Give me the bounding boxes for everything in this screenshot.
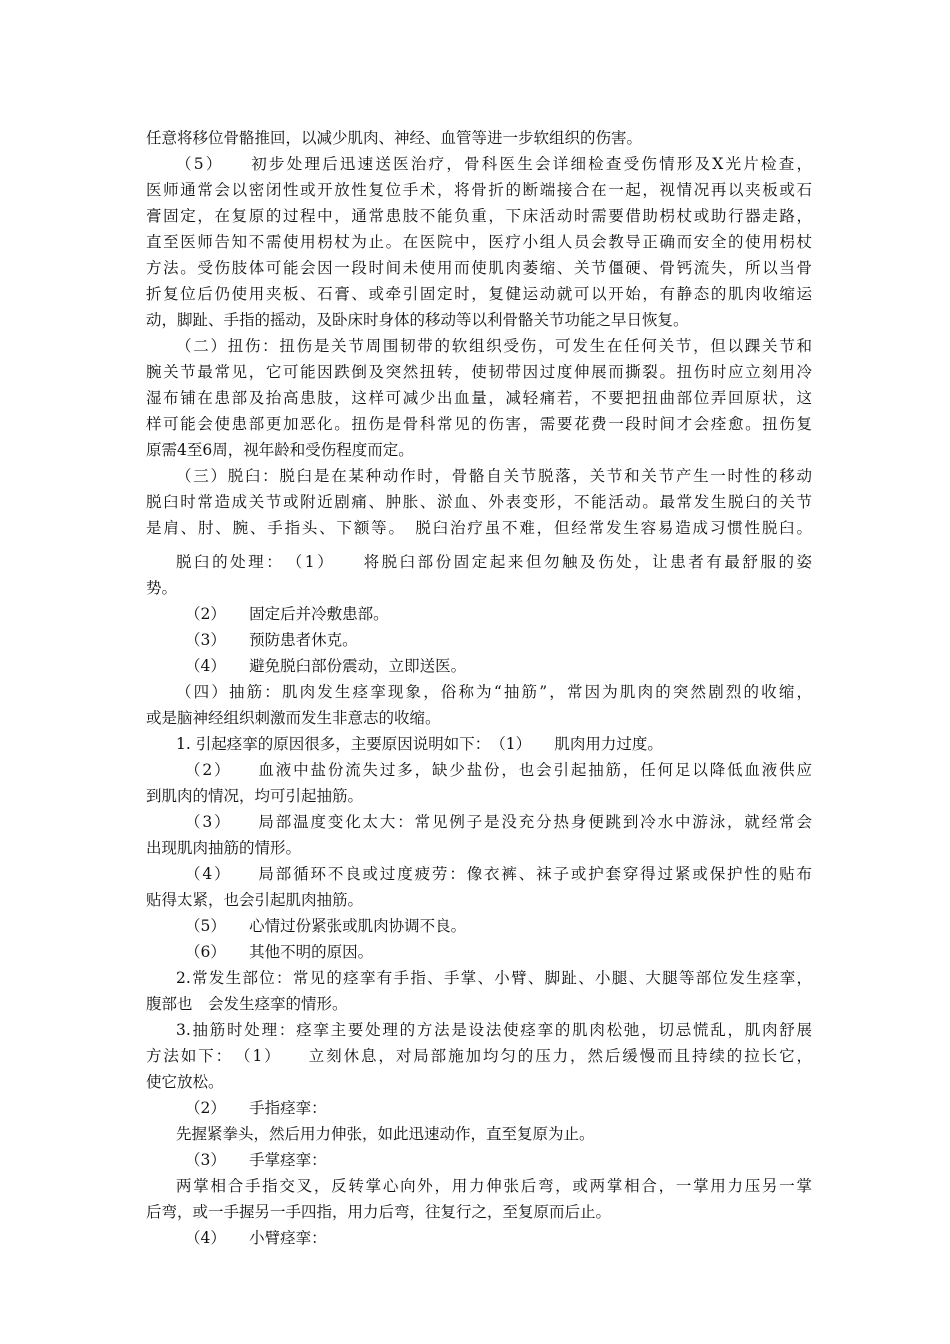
text-line: 脱臼的处理： （1） 将脱臼部份固定起来但勿触及伤处，让患者有最舒服的姿 [176,553,812,571]
text-line: （3） 手掌痉挛： [185,1151,327,1169]
text-line: （4） 小臂痉挛： [185,1229,327,1247]
text-line: （2） 手指痉挛： [185,1099,327,1117]
text-line: （3） 局部温度变化太大：常见例子是没充分热身便跳到冷水中游泳，就经常会 [185,813,812,831]
text-line: （4） 避免脱臼部份震动，立即送医。 [185,657,467,675]
text-line: 势。 [146,579,178,597]
text-line: 1. 引起痉挛的原因很多，主要原因说明如下： （1） 肌肉用力过度。 [176,735,663,753]
text-line: （5） 心情过份紧张或肌肉协调不良。 [185,917,467,935]
text-line: 后弯，或一手握另一手四指，用力后弯，往复行之，至复原而后止。 [146,1203,612,1221]
text-line: 出现肌肉抽筋的情形。 [146,839,302,857]
text-line: 原需4至6周，视年龄和受伤程度而定。 [146,441,414,459]
text-line: 腕关节最常见，它可能因跌倒及突然扭转，使韧带因过度伸展而撕裂。扭伤时应立刻用冷 [146,363,812,381]
text-line: （二）扭伤：扭伤是关节周围韧带的软组织受伤，可发生在任何关节，但以踝关节和 [176,337,812,355]
text-line: 先握紧拳头，然后用力伸张，如此迅速动作，直至复原为止。 [176,1125,595,1143]
text-line: 样可能会使患部更加恶化。扭伤是骨科常见的伤害，需要花费一段时间才会痊愈。扭伤复 [146,415,812,433]
text-line: 使它放松。 [146,1073,224,1091]
text-line: 贴得太紧，也会引起肌肉抽筋。 [146,891,364,909]
text-line: 3.抽筋时处理：痉挛主要处理的方法是设法使痉挛的肌肉松弛，切忌慌乱，肌肉舒展 [176,1021,812,1039]
text-line: 折复位后仍使用夹板、石膏、或牵引固定时，复健运动就可以开始，有静态的肌肉收缩运 [146,285,812,303]
text-line: （4） 局部循环不良或过度疲劳：像衣裤、袜子或护套穿得过紧或保护性的贴布 [185,865,812,883]
text-line: 任意将移位骨骼推回，以减少肌肉、神经、血管等进一步软组织的伤害。 [146,129,643,147]
text-line: （5） 初步处理后迅速送医治疗，骨科医生会详细检查受伤情形及X光片检查， [176,155,812,173]
text-line: （2） 固定后并冷敷患部。 [185,605,389,623]
text-line: 方法如下： （1） 立刻休息，对局部施加均匀的压力，然后缓慢而且持续的拉长它， [146,1047,812,1065]
text-line: 医师通常会以密闭性或开放性复位手术，将骨折的断端接合在一起，视情况再以夹板或石 [146,181,812,199]
text-line: 到肌肉的情况，均可引起抽筋。 [146,787,364,805]
text-line: （三）脱臼：脱臼是在某种动作时，骨骼自关节脱落，关节和关节产生一时性的移动 [176,467,812,485]
text-line: 膏固定，在复原的过程中，通常患肢不能负重，下床活动时需要借助枴杖或助行器走路， [146,207,812,225]
text-line: （2） 血液中盐份流失过多，缺少盐份，也会引起抽筋，任何足以降低血液供应 [185,761,812,779]
text-line: 湿布铺在患部及抬高患肢，这样可减少出血量，减轻痛若，不要把扭曲部位弄回原状，这 [146,389,812,407]
text-line: 动，脚趾、手指的摇动，及卧床时身体的移动等以利骨骼关节功能之早日恢复。 [146,311,689,329]
text-line: 直至医师告知不需使用枴杖为止。在医院中，医疗小组人员会教导正确而安全的使用枴杖 [146,233,812,251]
text-line: 腹部也 会发生痉挛的情形。 [146,995,348,1013]
text-line: （四）抽筋：肌肉发生痉挛现象，俗称为“抽筋”，常因为肌肉的突然剧烈的收缩， [176,683,812,701]
text-line: 是肩、肘、腕、手指头、下额等。 脱臼治疗虽不难，但经常发生容易造成习惯性脱臼。 [146,519,812,537]
text-line: 两掌相合手指交叉，反转掌心向外，用力伸张后弯，或两掌相合，一掌用力压另一掌 [176,1177,812,1195]
text-line: （6） 其他不明的原因。 [185,943,374,961]
text-line: 方法。受伤肢体可能会因一段时间未使用而使肌肉萎缩、关节僵硬、骨钙流失，所以当骨 [146,259,812,277]
text-line: 脱臼时常造成关节或附近剧痛、肿胀、淤血、外表变形，不能活动。最常发生脱臼的关节 [146,493,812,511]
text-line: （3） 预防患者休克。 [185,631,358,649]
text-line: 或是脑神经组织刺激而发生非意志的收缩。 [146,709,441,727]
text-line: 2.常发生部位：常见的痉挛有手指、手掌、小臂、脚趾、小腿、大腿等部位发生痉挛， [176,969,812,987]
